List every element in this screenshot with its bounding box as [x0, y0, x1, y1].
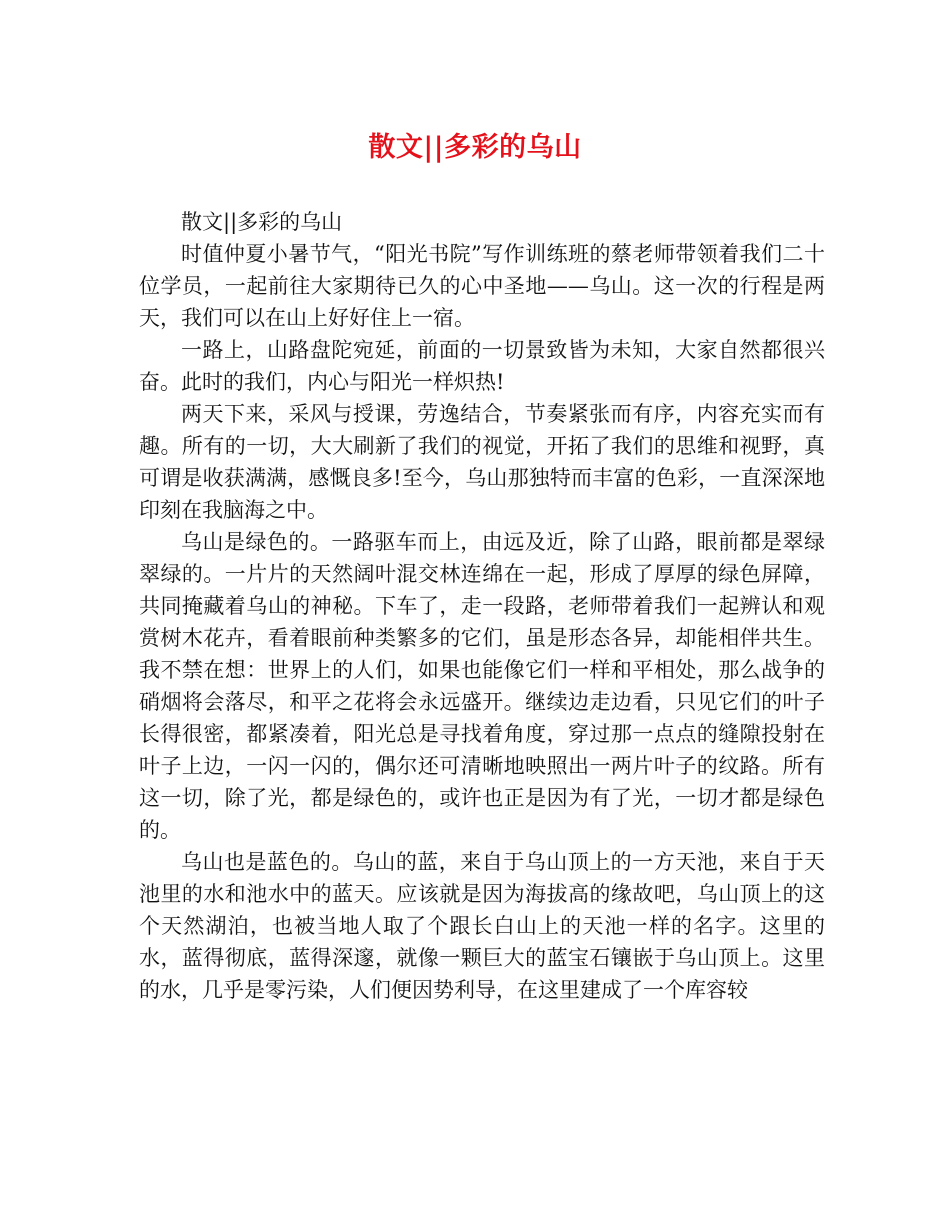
paragraph-intro: 时值仲夏小暑节气，“阳光书院”写作训练班的蔡老师带领着我们二十位学员，一起前往大家期待已久的心中圣地——乌山。这一次的行程是两天，我们可以在山上好好住上一宿。 — [139, 242, 825, 330]
document-title: 散文||多彩的乌山 — [368, 132, 582, 163]
paragraph-blue: 乌山也是蓝色的。乌山的蓝，来自于乌山顶上的一方天池，来自于天池里的水和池水中的蓝天。应该就是因为海拔高的缘故吧，乌山顶上的这个天然湖泊，也被当地人取了个跟长白山上的天池一样的名字。这里的水，蓝得彻底，蓝得深邃，就像一颗巨大的蓝宝石镶嵌于乌山顶上。这里的水，几乎是零污染，人们便因势利导，在这里建成了一个库容较 — [139, 850, 825, 1002]
paragraph-green: 乌山是绿色的。一路驱车而上，由远及近，除了山路，眼前都是翠绿翠绿的。一片片的天然阔叶混交林连绵在一起，形成了厚厚的绿色屏障，共同掩藏着乌山的神秘。下车了，走一段路，老师带着我们一起辨认和观赏树木花卉，看着眼前种类繁多的它们，虽是形态各异，却能相伴共生。我不禁在想：世界上的人们，如果也能像它们一样和平相处，那么战争的硝烟将会落尽，和平之花将会永远盛开。继续边走边看，只见它们的叶子长得很密，都紧凑着，阳光总是寻找着角度，穿过那一点点的缝隙投射在叶子上边，一闪一闪的，偶尔还可清晰地映照出一两片叶子的纹路。所有这一切，除了光，都是绿色的，或许也正是因为有了光，一切才都是绿色的。 — [139, 530, 825, 842]
document-body — [139, 206, 825, 1006]
paragraph-road: 一路上，山路盘陀宛延，前面的一切景致皆为未知，大家自然都很兴奋。此时的我们，内心与阳光一样炽热! — [139, 338, 825, 394]
paragraph-subtitle: 散文||多彩的乌山 — [181, 210, 343, 234]
paragraph-summary: 两天下来，采风与授课，劳逸结合，节奏紧张而有序，内容充实而有趣。所有的一切，大大刷新了我们的视觉，开拓了我们的思维和视野，真可谓是收获满满，感慨良多!至今，乌山那独特而丰富的色彩，一直深深地印刻在我脑海之中。 — [139, 402, 825, 522]
